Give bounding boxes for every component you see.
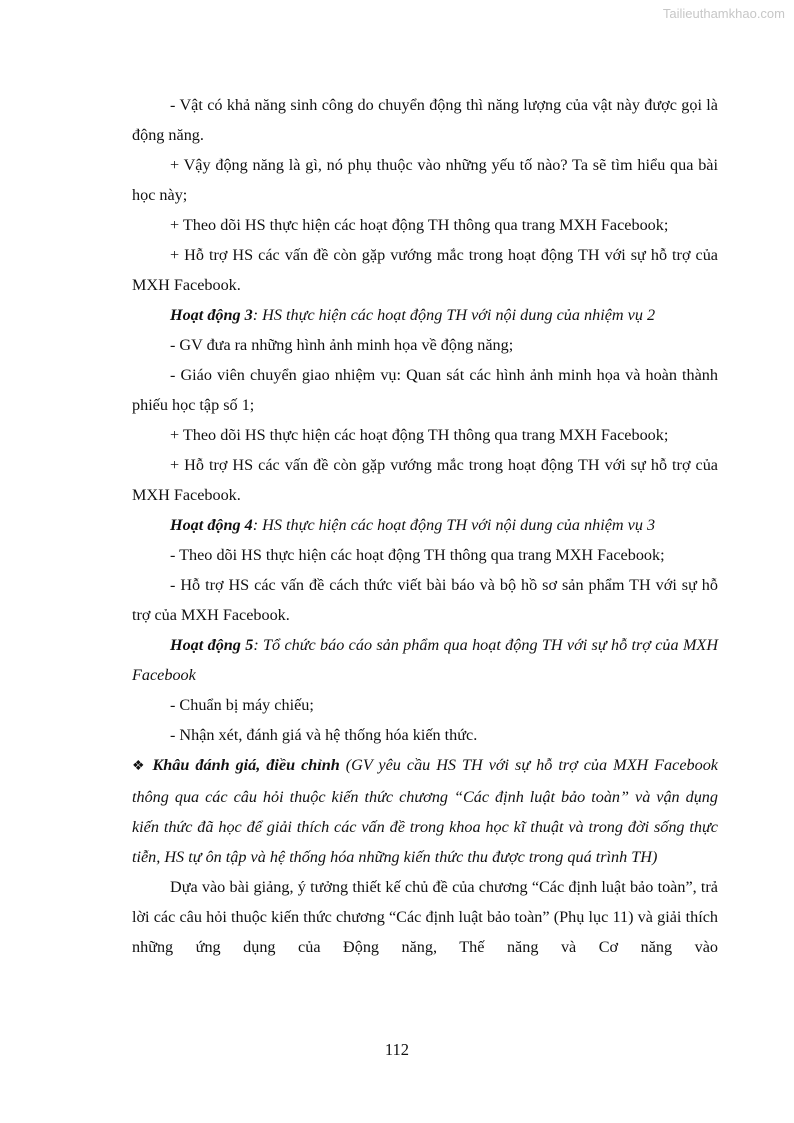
paragraph: + Hỗ trợ HS các vấn đề còn gặp vướng mắc trong hoạt động TH với sự hỗ trợ của MXH Facebook. [132,456,718,504]
activity-5-title: Hoạt động 5 [170,636,254,654]
activity-4-heading [132,510,718,540]
activity-3-title: Hoạt động 3 [170,306,253,324]
paragraph: + Vậy động năng là gì, nó phụ thuộc vào những yếu tố nào? Ta sẽ tìm hiểu qua bài học này; [132,156,718,204]
paragraph: + Hỗ trợ HS các vấn đề còn gặp vướng mắc trong hoạt động TH với sự hỗ trợ của MXH Facebook. [132,246,718,294]
diamond-bullet-icon: ❖ [132,759,147,774]
paragraph: - GV đưa ra những hình ảnh minh họa về động năng; [170,336,514,354]
activity-3-text: : HS thực hiện các hoạt động TH với nội dung của nhiệm vụ 2 [252,306,656,324]
activity-5-heading [132,630,718,690]
activity-5-text: : Tổ chức báo cáo sản phẩm qua hoạt động TH với sự hỗ trợ của MXH Facebook [132,636,719,684]
watermark: Tailieuthamkhao.com [662,6,785,21]
paragraph: - Theo dõi HS thực hiện các hoạt động TH thông qua trang MXH Facebook; [170,546,665,564]
paragraph: Dựa vào bài giảng, ý tưởng thiết kế chủ đề của chương “Các định luật bảo toàn”, trả lời các câu hỏi thuộc kiến thức chương “Các định luật bảo toàn” (Phụ lục 11) và giải thích những ứng dụng của Động năng, Thế năng và Cơ năng vào [132,878,718,956]
activity-4-text: : HS thực hiện các hoạt động TH với nội dung của nhiệm vụ 3 [252,516,656,534]
page-body [132,90,718,962]
paragraph: - Vật có khả năng sinh công do chuyển động thì năng lượng của vật này được gọi là động năng. [132,96,718,144]
paragraph: - Nhận xét, đánh giá và hệ thống hóa kiến thức. [170,726,478,744]
paragraph: + Theo dõi HS thực hiện các hoạt động TH thông qua trang MXH Facebook; [170,426,669,444]
evaluation-text: (GV yêu cầu HS TH với sự hỗ trợ của MXH Facebook thông qua các câu hỏi thuộc kiến thức chương “Các định luật bảo toàn” và vận dụng kiến thức đã học để giải thích các vấn đề trong khoa học kĩ thuật và trong đời sống thực tiễn, HS tự ôn tập và hệ thống hóa những kiến thức thu được trong quá trình TH) [132,756,718,866]
page-number: 112 [384,1040,410,1059]
paragraph: - Chuẩn bị máy chiếu; [170,696,314,714]
paragraph: + Theo dõi HS thực hiện các hoạt động TH thông qua trang MXH Facebook; [170,216,669,234]
paragraph: - Giáo viên chuyển giao nhiệm vụ: Quan sát các hình ảnh minh họa và hoàn thành phiếu học tập số 1; [132,366,718,414]
activity-3-heading [132,300,718,330]
evaluation-section [132,750,718,872]
paragraph: - Hỗ trợ HS các vấn đề cách thức viết bài báo và bộ hồ sơ sản phẩm TH với sự hỗ trợ của MXH Facebook. [132,576,718,624]
evaluation-title: Khâu đánh giá, điều chỉnh [152,756,340,774]
activity-4-title: Hoạt động 4 [170,516,253,534]
